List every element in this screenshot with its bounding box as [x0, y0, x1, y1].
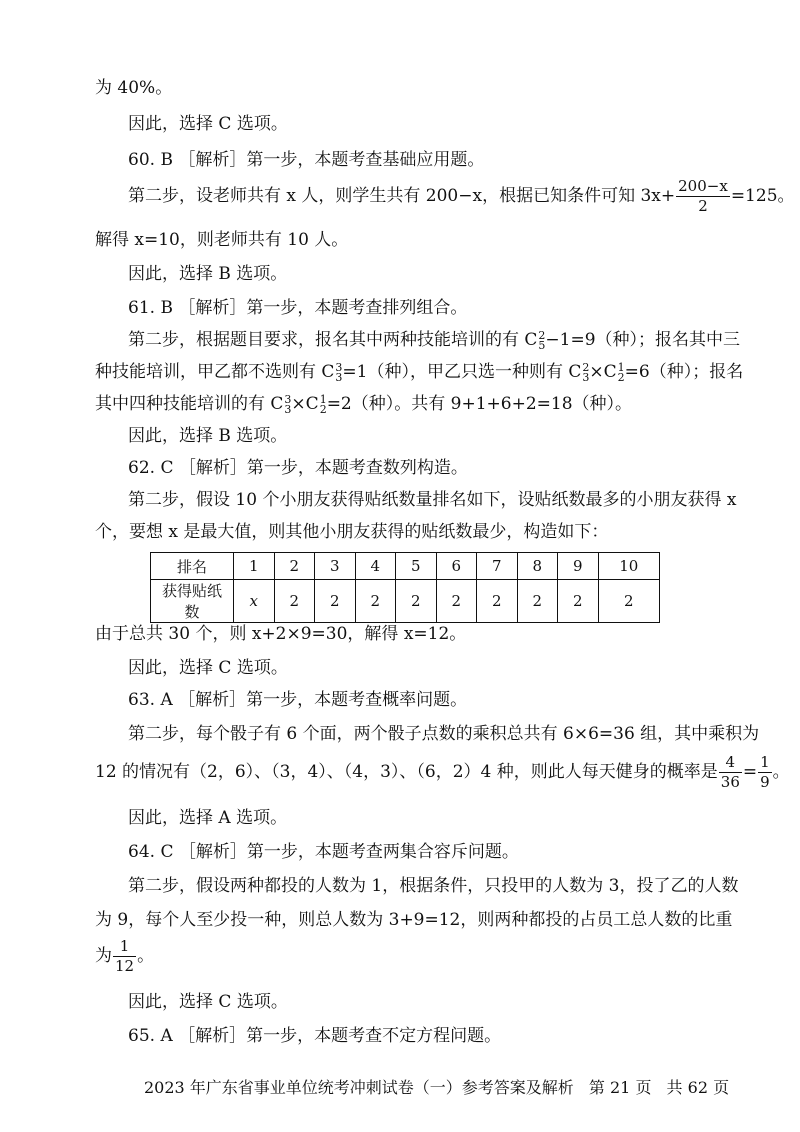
answer-line: 因此，选择 B 选项。: [128, 264, 288, 284]
combination-index: [617, 360, 625, 384]
table-cell: 2: [477, 580, 518, 623]
table-cell: 2: [558, 580, 599, 623]
text-run: ×C: [291, 394, 319, 414]
text-run: =6（种）；报名: [624, 362, 744, 382]
answer-line: 因此，选择 A 选项。: [128, 808, 288, 828]
table-cell: x: [234, 580, 275, 623]
table-cell: 10: [598, 553, 660, 580]
text-run: 其中四种技能培训的有 C: [95, 394, 284, 414]
table-cell: 4: [355, 553, 396, 580]
fraction: [113, 939, 136, 974]
fraction-denominator: 12: [115, 957, 135, 975]
fraction-denominator: 2: [698, 197, 708, 215]
table-cell: 2: [436, 580, 477, 623]
fraction-denominator: 9: [760, 773, 770, 791]
table-cell: 2: [315, 580, 356, 623]
table-cell: 6: [436, 553, 477, 580]
text-run: =2（种）。共有 9+1+6+2=18（种）。: [326, 394, 633, 414]
page-footer: [144, 1075, 739, 1098]
sub: 2: [319, 402, 327, 416]
text-run: =: [742, 762, 758, 782]
sup: 3: [335, 360, 343, 374]
text-run: 种技能培训，甲乙都不选则有 C: [95, 362, 335, 382]
sup: 2: [538, 328, 546, 342]
question-64-heading: 64. C ［解析］第一步，本题考查两集合容斥问题。: [128, 842, 519, 862]
table-row: [151, 580, 660, 623]
sub: 3: [335, 370, 343, 384]
question-60-step2: [128, 178, 795, 214]
table-cell: 2: [355, 580, 396, 623]
table-row: [151, 553, 660, 580]
fraction-numerator: 1: [113, 939, 136, 957]
table-cell: 9: [558, 553, 599, 580]
sub: 3: [582, 370, 590, 384]
fraction: [758, 755, 772, 790]
footer-title: 2023 年广东省事业单位统考冲刺试卷（一）参考答案及解析: [144, 1078, 574, 1097]
fraction-numerator: 200−x: [678, 177, 728, 195]
table-cell: 2: [517, 580, 558, 623]
text-run: 。: [772, 762, 790, 782]
text-run: =1（种），甲乙只选一种则有 C: [342, 362, 582, 382]
question-64-step2-line1: 第二步，假设两种都投的人数为 1，根据条件，只投甲的人数为 3，投了乙的人数: [128, 876, 739, 896]
text-run: =125。: [730, 186, 795, 206]
sub: 5: [538, 338, 546, 352]
table-cell: 3: [315, 553, 356, 580]
footer-total-pages: 共 62 页: [666, 1078, 730, 1097]
fraction: [676, 179, 730, 214]
question-62-heading: 62. C ［解析］第一步，本题考查数列构造。: [128, 458, 468, 478]
text-line: 为 40%。: [95, 78, 173, 98]
sup: 3: [284, 392, 292, 406]
question-60-step3: 解得 x=10，则老师共有 10 人。: [95, 230, 349, 250]
table-header-cell: 获得贴纸数: [151, 580, 234, 623]
text-run: 第二步，设老师共有 x 人，则学生共有 200−x，根据已知条件可知 3x+: [128, 186, 676, 206]
question-62-step3: 由于总共 30 个，则 x+2×9=30，解得 x=12。: [95, 624, 467, 644]
question-61-step2-line3: [95, 392, 632, 416]
table-cell: 5: [396, 553, 437, 580]
table-header-cell: 排名: [151, 553, 234, 580]
sup: 1: [617, 360, 625, 374]
fraction-numerator: 1: [760, 753, 770, 771]
question-62-step2-line2: 个，要想 x 是最大值，则其他小朋友获得的贴纸数最少，构造如下：: [95, 522, 609, 542]
ranking-table: [150, 552, 660, 623]
table-cell: 2: [598, 580, 660, 623]
combination-index: [319, 392, 327, 416]
answer-line: 因此，选择 B 选项。: [128, 426, 288, 446]
question-63-step2-line2: [95, 752, 790, 792]
question-62-step2-line1: 第二步，假设 10 个小朋友获得贴纸数量排名如下，设贴纸数最多的小朋友获得 x: [128, 490, 737, 510]
sup: 1: [319, 392, 327, 406]
text-run: 。: [137, 946, 155, 966]
fraction: [719, 755, 742, 790]
footer-page-number: 第 21 页: [588, 1078, 652, 1097]
question-65-heading: 65. A ［解析］第一步，本题考查不定方程问题。: [128, 1026, 502, 1046]
table-cell: 2: [274, 553, 315, 580]
text-run: −1=9（种）；报名其中三: [545, 330, 741, 350]
table-cell: 7: [477, 553, 518, 580]
sup: 2: [582, 360, 590, 374]
question-60-heading: 60. B ［解析］第一步，本题考查基础应用题。: [128, 150, 485, 170]
text-run: 12 的情况有（2，6）、（3，4）、（4，3）、（6，2）4 种，则此人每天健身的概率是: [95, 762, 718, 782]
fraction-denominator: 36: [720, 773, 740, 791]
sub: 2: [617, 370, 625, 384]
table-cell: 1: [234, 553, 275, 580]
answer-line: 因此，选择 C 选项。: [128, 992, 288, 1012]
text-run: ×C: [589, 362, 617, 382]
question-61-step2-line1: [128, 328, 740, 352]
text-run: 第二步，根据题目要求，报名其中两种技能培训的有 C: [128, 330, 538, 350]
question-61-step2-line2: [95, 360, 743, 384]
question-61-heading: 61. B ［解析］第一步，本题考查排列组合。: [128, 298, 468, 318]
table-cell: 2: [274, 580, 315, 623]
question-63-step2-line1: 第二步，每个骰子有 6 个面，两个骰子点数的乘积总共有 6×6=36 组，其中乘积为: [128, 724, 760, 744]
table-cell: 8: [517, 553, 558, 580]
sub: 3: [284, 402, 292, 416]
answer-line: 因此，选择 C 选项。: [128, 658, 288, 678]
question-63-heading: 63. A ［解析］第一步，本题考查概率问题。: [128, 690, 468, 710]
text-run: 为: [95, 946, 112, 966]
answer-line: 因此，选择 C 选项。: [128, 114, 288, 134]
question-64-step2-line2: 为 9，每个人至少投一种，则总人数为 3+9=12，则两种都投的占员工总人数的比重: [95, 910, 733, 930]
table-cell: 2: [396, 580, 437, 623]
fraction-numerator: 4: [719, 755, 742, 773]
question-64-step2-line3: [95, 936, 154, 976]
